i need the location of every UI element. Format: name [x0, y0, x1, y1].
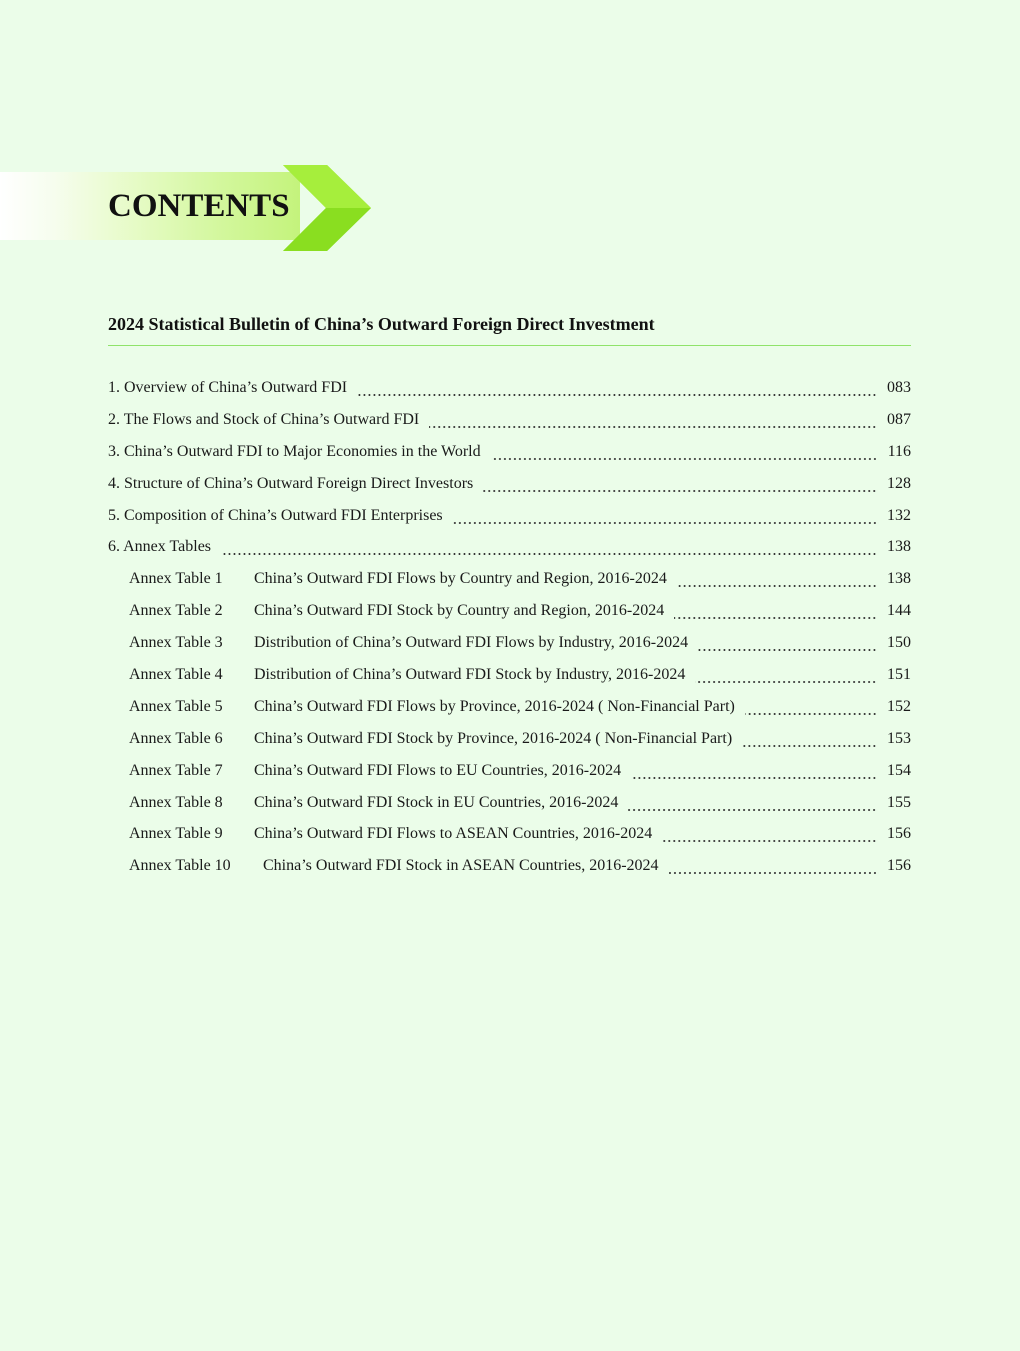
toc-entry-title: Annex Tables [123, 538, 212, 556]
annex-table-entry[interactable] [108, 790, 911, 822]
table-of-contents [108, 375, 911, 885]
dot-leader [628, 797, 877, 815]
annex-table-label: Annex Table 7 [129, 761, 223, 779]
dot-leader [429, 414, 877, 432]
annex-table-title: China’s Outward FDI Flows to ASEAN Countries, 2016-2024 [254, 825, 653, 843]
toc-entry-title: The Flows and Stock of China’s Outward FDI [123, 410, 420, 428]
dot-leader [695, 669, 877, 687]
annex-table-label: Annex Table 3 [129, 634, 223, 652]
annex-table-label: Annex Table 2 [129, 602, 223, 620]
toc-entry[interactable] [108, 471, 911, 503]
dot-leader [483, 478, 877, 496]
annex-table-entry[interactable] [108, 853, 911, 885]
annex-table-entry[interactable] [108, 662, 911, 694]
annex-table-entry[interactable] [108, 566, 911, 598]
annex-table-page: 153 [887, 729, 911, 747]
annex-table-page: 152 [887, 697, 911, 715]
toc-entry[interactable] [108, 407, 911, 439]
dot-leader [677, 573, 877, 591]
annex-table-entry[interactable] [108, 821, 911, 853]
annex-table-entry[interactable] [108, 758, 911, 790]
annex-table-title: Distribution of China’s Outward FDI Stock by Industry, 2016-2024 [254, 666, 686, 684]
annex-table-page: 144 [887, 602, 911, 620]
chevron-right-icon [283, 165, 373, 251]
annex-table-title: China’s Outward FDI Flows by Country and Region, 2016-2024 [254, 570, 667, 588]
annex-table-page: 150 [887, 634, 911, 652]
annex-table-title: China’s Outward FDI Flows to EU Countries, 2016-2024 [254, 761, 622, 779]
annex-table-title: Distribution of China’s Outward FDI Flows by Industry, 2016-2024 [254, 634, 689, 652]
annex-table-page: 138 [887, 570, 911, 588]
title-divider [108, 345, 911, 346]
toc-entry-title: China’s Outward FDI to Major Economies in the World [124, 442, 481, 460]
annex-table-label: Annex Table 5 [129, 697, 223, 715]
toc-entry-number: 3. [108, 442, 120, 460]
dot-leader [491, 446, 877, 464]
toc-entry-page: 132 [887, 506, 911, 524]
contents-heading: CONTENTS [108, 188, 290, 224]
toc-entry-number: 5. [108, 506, 120, 524]
toc-entry-page: 083 [887, 379, 911, 396]
dot-leader [221, 541, 877, 559]
annex-table-entry[interactable] [108, 726, 911, 758]
annex-table-label: Annex Table 6 [129, 729, 223, 747]
annex-table-page: 151 [887, 666, 911, 684]
annex-table-title: China’s Outward FDI Stock in ASEAN Countries, 2016-2024 [263, 857, 659, 875]
toc-entry-title: Structure of China’s Outward Foreign Direct Investors [124, 474, 474, 492]
dot-leader [453, 510, 877, 528]
annex-table-label: Annex Table 9 [129, 825, 223, 843]
dot-leader [674, 605, 877, 623]
toc-entry-page: 128 [887, 474, 911, 492]
annex-table-label: Annex Table 1 [129, 570, 223, 588]
dot-leader [357, 382, 877, 400]
toc-entry-title: Composition of China’s Outward FDI Enterprises [124, 506, 443, 524]
toc-entry[interactable] [108, 439, 911, 471]
toc-entry-page: 116 [887, 442, 911, 460]
dot-leader [742, 733, 877, 751]
toc-entry-number: 2. [108, 410, 120, 428]
toc-entry[interactable] [108, 375, 911, 407]
annex-table-page: 156 [887, 825, 911, 843]
annex-table-label: Annex Table 8 [129, 793, 223, 811]
toc-entry-number: 1. [108, 379, 120, 396]
toc-entry-page: 087 [887, 410, 911, 428]
bulletin-title: 2024 Statistical Bulletin of China’s Outward Foreign Direct Investment [108, 314, 655, 334]
toc-entry-number: 4. [108, 474, 120, 492]
toc-entry[interactable] [108, 534, 911, 566]
toc-entry[interactable] [108, 503, 911, 535]
annex-table-page: 155 [887, 793, 911, 811]
annex-table-page: 156 [887, 857, 911, 875]
dot-leader [698, 637, 877, 655]
dot-leader [662, 828, 877, 846]
annex-table-label: Annex Table 4 [129, 666, 223, 684]
toc-entry-number: 6. [108, 538, 120, 556]
annex-table-title: China’s Outward FDI Stock in EU Countries, 2016-2024 [254, 793, 619, 811]
dot-leader [631, 765, 877, 783]
annex-table-title: China’s Outward FDI Flows by Province, 2016-2024 ( Non-Financial Part) [254, 697, 735, 715]
annex-table-entry[interactable] [108, 630, 911, 662]
toc-entry-page: 138 [887, 538, 911, 556]
annex-table-title: China’s Outward FDI Stock by Province, 2016-2024 ( Non-Financial Part) [254, 729, 733, 747]
annex-table-title: China’s Outward FDI Stock by Country and Region, 2016-2024 [254, 602, 665, 620]
annex-table-label: Annex Table 10 [129, 857, 231, 875]
dot-leader [745, 701, 877, 719]
dot-leader [669, 860, 877, 878]
annex-table-entry[interactable] [108, 694, 911, 726]
toc-entry-title: Overview of China’s Outward FDI [124, 379, 348, 396]
annex-table-page: 154 [887, 761, 911, 779]
annex-table-entry[interactable] [108, 598, 911, 630]
